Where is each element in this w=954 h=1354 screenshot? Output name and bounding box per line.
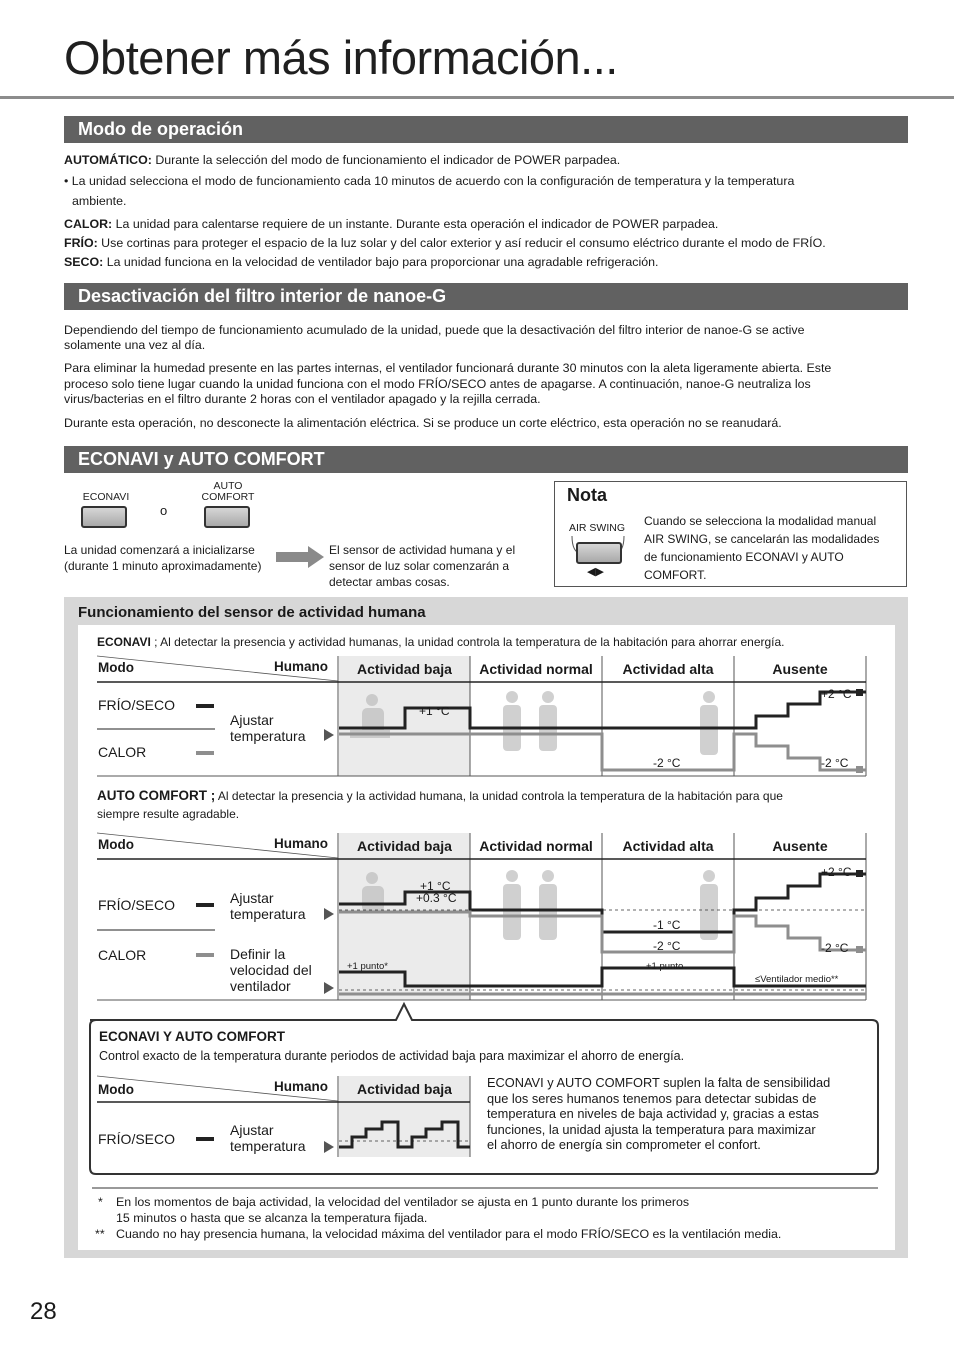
auto-col-alta: Actividad alta: [622, 838, 714, 854]
econavi-desc-text: ; Al detectar la presencia y actividad humanas, la unidad controla la temperatura de la habitación para ahorrar energía.: [150, 635, 785, 649]
air-swing-label: AIR SWING: [569, 522, 626, 534]
auto-frio-seco: FRÍO/SECO: [98, 897, 176, 913]
auto-ajustar-l2: temperatura: [230, 906, 306, 922]
auto-plus1: +1 °C: [420, 879, 451, 893]
combo-desc-l4: funciones, la unidad ajusta la temperatura para maximizar: [487, 1121, 816, 1137]
seco-text: La unidad funciona en la velocidad de ventilador bajo para proporcionar una agradable refrigeración.: [103, 255, 659, 269]
econavi-col-baja: Actividad baja: [357, 661, 452, 677]
page-title: Obtener más información...: [64, 31, 618, 84]
auto-definir-l2: velocidad del: [230, 962, 312, 978]
nanoe-p3: Durante esta operación, no desconecte la alimentación eléctrica. Si se produce un corte eléctrico, esta operación no se reanudará.: [64, 416, 782, 430]
auto-minus2-alta: -2 °C: [653, 939, 681, 953]
auto-text: Durante la selección del modo de funcionamiento el indicador de POWER parpadea.: [151, 153, 621, 167]
econavi-plus1: +1 °C: [419, 704, 450, 718]
calor-text: La unidad para calentarse requiere de un instante. Durante esta operación el indicador de POWER parpadea.: [112, 217, 719, 231]
auto-ajustar-l1: Ajustar: [230, 890, 274, 906]
econavi-minus2-ausente: -2 °C: [821, 756, 849, 770]
section-heading-modo: Modo de operación: [64, 116, 908, 143]
combo-ajustar-l2: temperatura: [230, 1138, 306, 1154]
combo-frio-seco: FRÍO/SECO: [98, 1131, 176, 1147]
auto-punto-star: +1 punto*: [347, 961, 388, 972]
auto-minus2-ausente: -2 °C: [821, 941, 849, 955]
nota-l3: de funcionamiento ECONAVI y AUTO: [644, 550, 844, 564]
nota-l4: COMFORT.: [644, 568, 707, 582]
econavi-col-normal: Actividad normal: [479, 661, 593, 677]
econavi-ajustar-l2: temperatura: [230, 728, 306, 744]
combo-col-baja: Actividad baja: [357, 1081, 452, 1097]
sensor-l2: sensor de luz solar comenzarán a: [329, 559, 510, 573]
combo-desc-l1: ECONAVI y AUTO COMFORT suplen la falta de sensibilidad: [487, 1075, 831, 1090]
nanoe-p2-l2: proceso solo tiene lugar cuando la unidad funciona con el modo FRÍO/SECO antes de apagarse. A continuación, nanoe-G neutraliza los: [64, 377, 811, 391]
auto-desc-label: AUTO COMFORT ;: [97, 788, 216, 803]
calor-label: CALOR:: [64, 217, 113, 231]
auto-punto: +1 punto: [646, 961, 684, 972]
auto-minus1: -1 °C: [653, 918, 681, 932]
auto-col-baja: Actividad baja: [357, 838, 452, 854]
combo-col-modo: Modo: [98, 1082, 134, 1097]
combo-desc-l5: el ahorro de energía sin comprometer el confort.: [487, 1137, 761, 1152]
auto-plus03: +0.3 °C: [416, 891, 457, 905]
econavi-ajustar-l1: Ajustar: [230, 712, 274, 728]
econavi-col-humano: Humano: [274, 659, 328, 674]
swing-arrows-icon: ◀▶: [587, 566, 604, 578]
econavi-col-ausente: Ausente: [772, 661, 828, 677]
econavi-frio-seco: FRÍO/SECO: [98, 697, 176, 713]
or-text: o: [160, 503, 168, 518]
auto-col-humano: Humano: [274, 836, 328, 851]
nanoe-p2-l1: Para eliminar la humedad presente en las partes internas, el ventilador funcionará durante 30 minutos con la aleta ligeramente abierta. Este: [64, 361, 832, 375]
econavi-desc-label: ECONAVI: [97, 635, 151, 649]
econavi-plus2: +2 °C: [821, 687, 852, 701]
auto-definir-l3: ventilador: [230, 978, 291, 994]
econavi-col-alta: Actividad alta: [622, 661, 714, 677]
auto-desc-text: Al detectar la presencia y la actividad humana, la unidad controla la temperatura de la habitación para que: [215, 789, 783, 803]
footnote-1-l2: 15 minutos o hasta que se alcanza la temperatura fijada.: [116, 1211, 428, 1225]
auto-definir-l1: Definir la: [230, 946, 286, 962]
combo-col-humano: Humano: [274, 1079, 328, 1094]
auto-col-modo: Modo: [98, 837, 134, 852]
nota-title: Nota: [567, 485, 607, 505]
section-heading-econavi: ECONAVI y AUTO COMFORT: [64, 446, 908, 473]
footnote-2: Cuando no hay presencia humana, la velocidad máxima del ventilador para el modo FRÍO/SECO es la ventilación media.: [116, 1227, 782, 1241]
footnote-star-1: *: [98, 1195, 103, 1209]
footnote-star-2: **: [95, 1227, 105, 1241]
frio-text: Use cortinas para proteger el espacio de la luz solar y del calor exterior y así reducir el consumo eléctrico durante el modo de FRÍO.: [97, 236, 826, 250]
nanoe-p2-l3: virus/bacterias en el filtro durante 2 horas con el ventilador apagado y la rejilla cerrada.: [64, 392, 541, 406]
sensor-l1: El sensor de actividad humana y el: [329, 543, 516, 557]
auto-definir: [230, 946, 312, 994]
combo-desc-l2: que los seres humanos tenemos para detectar subidas de: [487, 1090, 817, 1106]
auto-plus2: +2 °C: [821, 865, 852, 879]
econavi-minus2-alta: -2 °C: [653, 756, 681, 770]
bullet-line-2: ambiente.: [72, 194, 127, 208]
auto-ajustar: [230, 890, 305, 922]
combo-desc: [487, 1075, 830, 1153]
econavi-button-label: ECONAVI: [82, 491, 130, 503]
sensor-heading: Funcionamiento del sensor de actividad humana: [78, 604, 426, 621]
seco-label: SECO:: [64, 255, 104, 269]
auto-comfort-label-2: COMFORT: [201, 491, 255, 503]
auto-comfort-label-1: AUTO: [213, 480, 243, 492]
sensor-l3: detectar ambas cosas.: [329, 575, 450, 589]
auto-vent-medio: ≤Ventilador medio**: [755, 974, 839, 985]
section-heading-nanoe: Desactivación del filtro interior de nanoe-G: [64, 283, 908, 310]
bullet-line-1: • La unidad selecciona el modo de funcionamiento cada 10 minutos de acuerdo con la configuración de temperatura y la temperatura: [64, 174, 795, 188]
page-number: 28: [30, 1298, 57, 1325]
nota-l1: Cuando se selecciona la modalidad manual: [644, 514, 877, 528]
combo-ajustar-l1: Ajustar: [230, 1122, 274, 1138]
nota-l2: AIR SWING, se cancelarán las modalidades: [644, 532, 880, 546]
auto-label: AUTOMÁTICO:: [64, 153, 152, 167]
auto-col-normal: Actividad normal: [479, 838, 593, 854]
combo-subtitle: Control exacto de la temperatura durante periodos de actividad baja para maximizar el ahorro de energía.: [99, 1049, 685, 1063]
nanoe-p1-l2: solamente una vez al día.: [64, 338, 206, 352]
frio-label: FRÍO:: [64, 236, 98, 250]
auto-desc-line-2: siempre resulte agradable.: [97, 807, 240, 821]
footnote-1-l1: En los momentos de baja actividad, la velocidad del ventilador se ajusta en 1 punto durante los primeros: [116, 1195, 690, 1209]
econavi-col-modo: Modo: [98, 660, 134, 675]
combo-title: ECONAVI Y AUTO COMFORT: [99, 1029, 286, 1044]
init-l1: La unidad comenzará a inicializarse: [64, 543, 255, 557]
econavi-ajustar: [230, 712, 305, 744]
auto-desc-line-1: [97, 789, 783, 803]
init-l2: (durante 1 minuto aproximadamente): [64, 559, 262, 573]
combo-ajustar: [230, 1122, 305, 1154]
nanoe-p1-l1: Dependiendo del tiempo de funcionamiento acumulado de la unidad, puede que la desactivación del filtro interior de nanoe-G se active: [64, 323, 805, 337]
combo-desc-l3: temperatura en niveles de baja actividad y, gracias a estas: [487, 1106, 819, 1121]
econavi-calor: CALOR: [98, 744, 147, 760]
auto-calor: CALOR: [98, 947, 147, 963]
auto-col-ausente: Ausente: [772, 838, 828, 854]
econavi-desc-line: [97, 635, 785, 649]
